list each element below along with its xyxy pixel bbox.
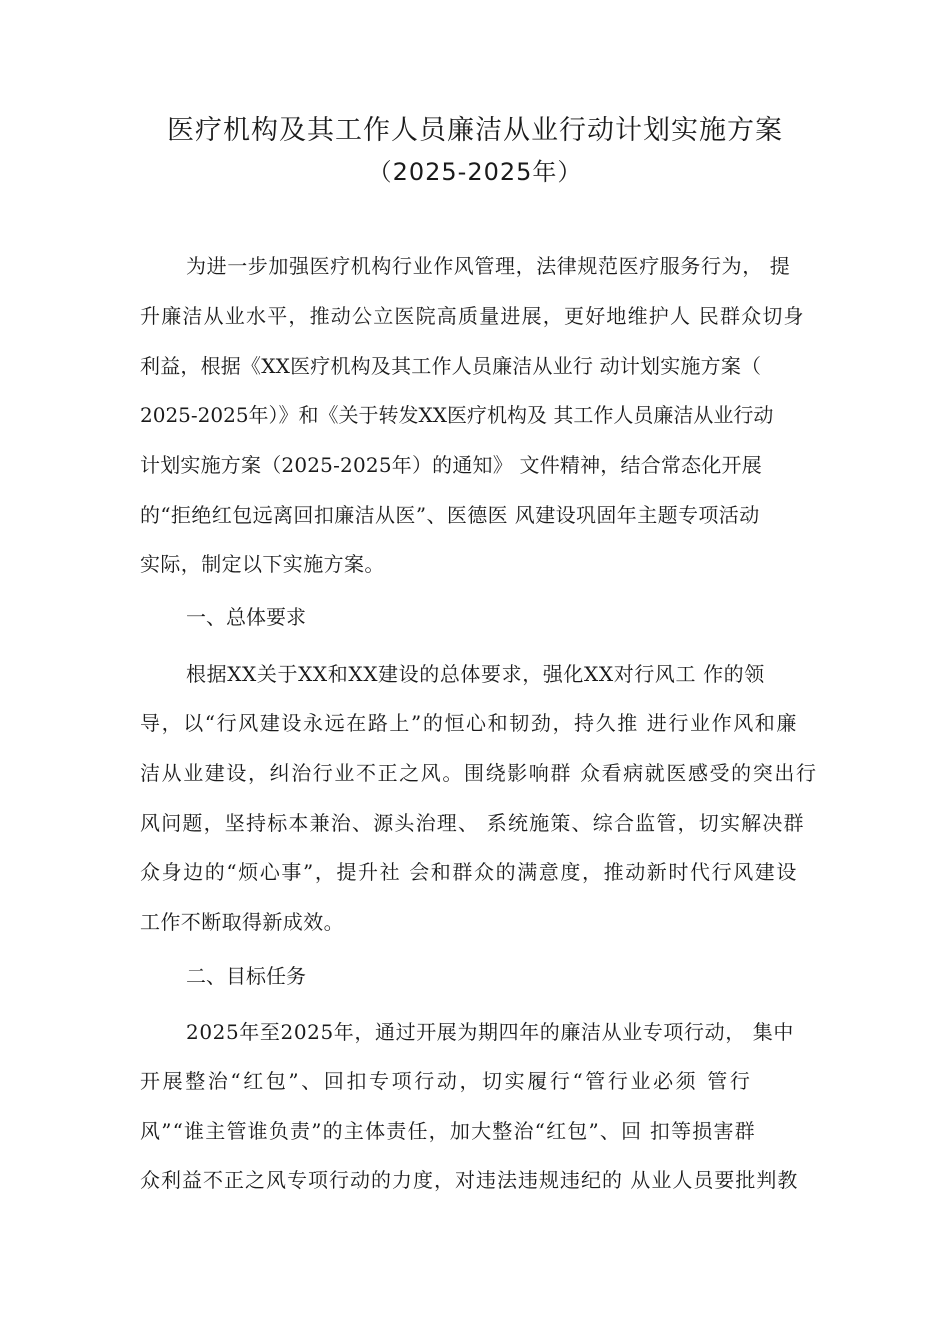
body-line: 洁从业建设，纠治行业不正之风。围绕影响群 众看病就医感受的突出行 — [140, 761, 818, 785]
body-line: 实际，制定以下实施方案。 — [140, 552, 385, 576]
body-line: 工作不断取得新成效。 — [140, 910, 344, 934]
body-line: 的“拒绝红包远离回扣廉洁从医”、医德医 风建设巩固年主题专项活动 — [140, 503, 760, 527]
body-line: 根据XX关于XX和XX建设的总体要求，强化XX对行风工 作的领 — [186, 662, 765, 686]
body-line: 计划实施方案（2025-2025年）的通知》 文件精神，结合常态化开展 — [140, 453, 762, 477]
body-line: 风问题，坚持标本兼治、源头治理、 系统施策、综合监管，切实解决群 — [140, 811, 805, 835]
section-heading: 一、总体要求 — [186, 605, 306, 629]
section-heading: 二、目标任务 — [186, 964, 306, 988]
body-line: 升廉洁从业水平，推动公立医院高质量进展，更好地维护人 民群众切身 — [140, 304, 805, 328]
body-line: 开展整治“红包”、回扣专项行动，切实履行“管行业必须 管行 — [140, 1069, 753, 1093]
body-line: 众利益不正之风专项行动的力度，对违法违规违纪的 从业人员要批判教 — [140, 1168, 799, 1192]
body-line: 利益，根据《XX医疗机构及其工作人员廉洁从业行 动计划实施方案（ — [140, 354, 762, 378]
body-line: 导，以“行风建设永远在路上”的恒心和韧劲，持久推 进行业作风和廉 — [140, 711, 799, 735]
body-line: 众身边的“烦心事”，提升社 会和群众的满意度，推动新时代行风建设 — [140, 860, 799, 884]
document-subtitle: （2025-2025年） — [367, 158, 583, 186]
body-line: 风”“谁主管谁负责”的主体责任，加大整治“红包”、回 扣等损害群 — [140, 1119, 756, 1143]
body-line: 2025-2025年）》和《关于转发XX医疗机构及 其工作人员廉洁从业行动 — [140, 403, 774, 427]
body-line: 为进一步加强医疗机构行业作风管理，法律规范医疗服务行为， 提 — [186, 254, 791, 278]
body-line: 2025年至2025年，通过开展为期四年的廉洁从业专项行动， 集中 — [186, 1020, 794, 1044]
document-title: 医疗机构及其工作人员廉洁从业行动计划实施方案 — [167, 115, 783, 146]
